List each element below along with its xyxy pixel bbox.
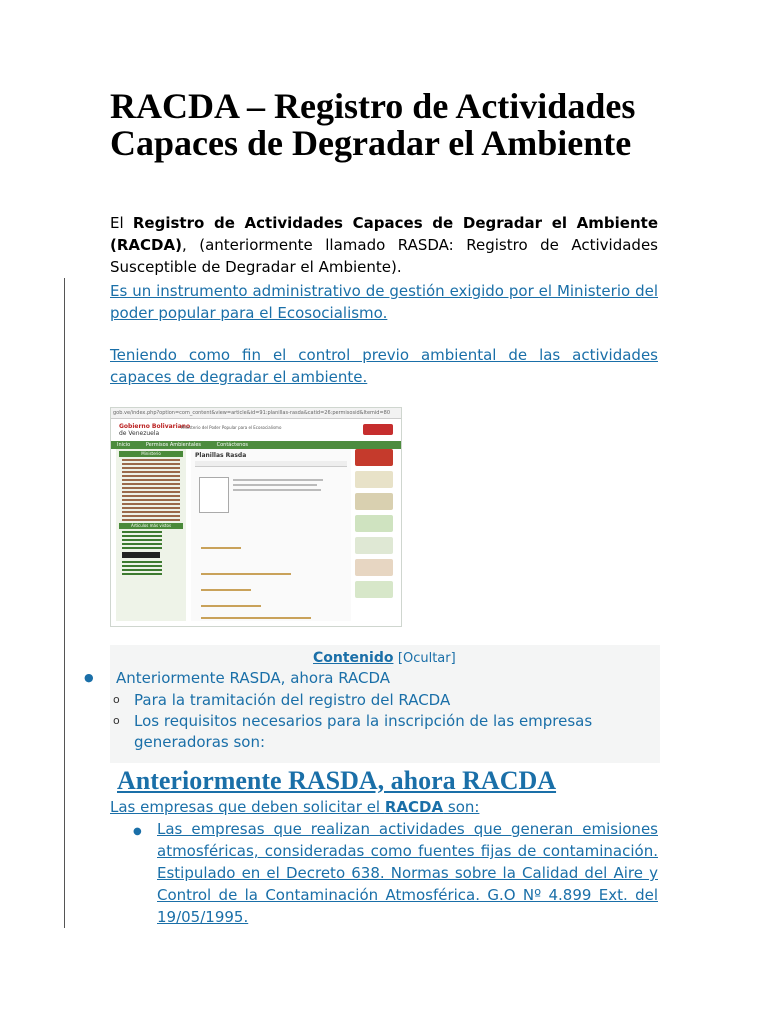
- screenshot-ministry-name: Ministerio del Poder Popular para el Ecosocialismo: [181, 425, 282, 430]
- embedded-website-screenshot: [110, 407, 402, 627]
- ministry-link-paragraph[interactable]: Es un instrumento administrativo de gestión exigido por el Ministerio del poder popular para el Ecosocialismo.: [110, 282, 658, 322]
- page-title: RACDA – Registro de Actividades Capaces de Degradar el Ambiente: [110, 86, 636, 163]
- intro-bold: Registro de Actividades Capaces de Degradar el Ambiente (RACDA): [110, 214, 658, 254]
- margin-rule: [64, 278, 65, 928]
- toc-sub-bullet: o: [113, 693, 120, 706]
- section-heading[interactable]: Anteriormente RASDA, ahora RACDA: [117, 766, 557, 795]
- toc-title: Contenido [Ocultar]: [313, 650, 456, 666]
- list-item-emisiones[interactable]: Las empresas que realizan actividades que generan emisiones atmosféricas, consideradas como fuentes fijas de contaminación. Estipulado en el Decreto 638. Normas sobre la Calidad del Aire y Control de la Contaminación Atmosférica. G.O Nº 4.899 Ext. del 19/05/1995.: [157, 820, 658, 926]
- toc-item-tramitacion[interactable]: Para la tramitación del registro del RACDA: [134, 691, 451, 709]
- toc-item-requisitos[interactable]: Los requisitos necesarios para la inscripción de las empresas: [134, 712, 593, 730]
- intro-paragraph: El Registro de Actividades Capaces de Degradar el Ambiente (RACDA), (anteriormente llamado RASDA: Registro de Actividades Susceptible de Degradar el Ambiente).: [110, 214, 658, 276]
- toc-sub-bullet: o: [113, 714, 120, 727]
- purpose-link-paragraph[interactable]: Teniendo como fin el control previo ambiental de las actividades capaces de degradar el ambiente.: [110, 346, 658, 386]
- section-lead[interactable]: Las empresas que deben solicitar el RACDA son:: [110, 798, 480, 816]
- screenshot-main: Planillas Rasda: [191, 449, 351, 621]
- toc-hide-link[interactable]: [Ocultar]: [397, 651, 456, 666]
- toc-item-racda[interactable]: Anteriormente RASDA, ahora RACDA: [116, 669, 391, 687]
- screenshot-document-thumbnail: [199, 477, 229, 513]
- screenshot-sidebar: Ministerio Artículos más vistos: [116, 449, 186, 621]
- screenshot-badge: [363, 424, 393, 435]
- screenshot-right-banners: [355, 449, 395, 621]
- toc-item-requisitos-cont[interactable]: generadoras son:: [134, 733, 266, 751]
- toc-bullet: ●: [84, 671, 94, 684]
- screenshot-url-bar: gob.ve/index.php?option=com_content&view=article&id=91:planillas-rasda&catid=26:permisosid&Itemid=80: [111, 408, 401, 419]
- screenshot-counter: [122, 552, 160, 558]
- screenshot-header: [111, 419, 401, 441]
- screenshot-logo: Gobierno Bolivariano de Venezuela: [119, 423, 191, 437]
- screenshot-nav: Inicio Permisos Ambientales Contáctenos: [111, 441, 401, 449]
- list-bullet: ●: [133, 826, 142, 837]
